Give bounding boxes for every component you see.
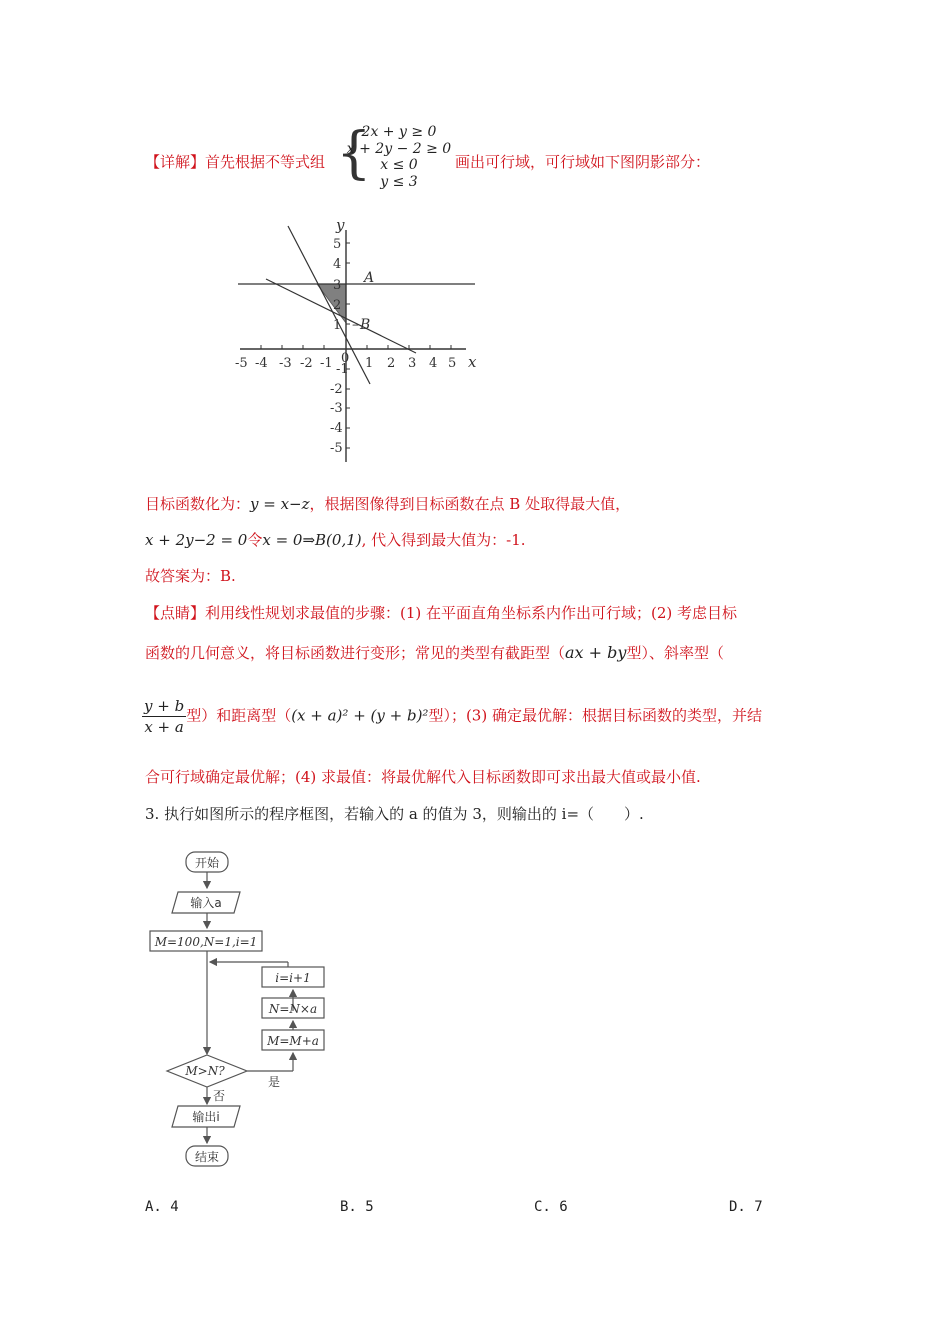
point-a-label: A <box>364 270 375 286</box>
frac-num: y + b <box>144 697 185 715</box>
tips-line2-a: 函数的几何意义，将目标函数进行变形；常见的类型有截距型（ <box>145 644 566 662</box>
tips-line4: 合可行域确定最优解；(4) 求最值：将最优解代入目标函数即可求出最大值或最小值. <box>145 768 701 786</box>
inequality-system <box>344 124 454 190</box>
objective-formula: y = x−z <box>250 495 310 513</box>
tips-line2-math: ax + by <box>565 643 627 662</box>
xtick-m3: -3 <box>279 356 292 371</box>
objective-prefix: 目标函数化为： <box>145 495 251 513</box>
xtick-2: 2 <box>387 356 396 371</box>
detail-line <box>145 152 325 172</box>
fc-input: 输入a <box>190 896 222 910</box>
axis-y-label: y <box>336 216 345 234</box>
inequality-3: x ≤ 0 <box>380 157 418 173</box>
xtick-m2: -2 <box>300 356 313 371</box>
tips-line1-text: 利用线性规划求最值的步骤：(1) 在平面直角坐标系内作出可行域；(2) 考虑目标 <box>205 604 738 622</box>
xtick-3: 3 <box>408 356 417 371</box>
ytick-1: 1 <box>333 318 342 333</box>
point-b-label-text: B <box>360 317 371 333</box>
program-flowchart <box>140 840 340 1170</box>
xtick-4: 4 <box>429 356 438 371</box>
feasible-region-graph <box>230 212 490 468</box>
ytick-m1: -1 <box>336 362 349 377</box>
tips-line2-b: 型）、斜率型（ <box>626 644 724 662</box>
objective-suffix: ，根据图像得到目标函数在点 B 处取得最大值， <box>309 495 631 513</box>
slope-fraction <box>142 696 186 737</box>
tips-line1 <box>145 603 737 623</box>
ytick-3: 3 <box>333 278 342 293</box>
inequality-2: x + 2y − 2 ≥ 0 <box>346 140 452 157</box>
fc-step-m: M=M+a <box>267 1034 319 1048</box>
objective-line2 <box>145 530 526 550</box>
tips-line3-b: 型）；(3) 确定最优解：根据目标函数的类型，并结 <box>428 706 762 725</box>
detail-tag: 【详解】 <box>145 153 206 171</box>
fc-no: 否 <box>213 1089 226 1103</box>
xtick-5: 5 <box>448 356 457 371</box>
tips-tag: 【点睛】 <box>145 604 206 622</box>
fc-step-i: i=i+1 <box>275 971 311 985</box>
ytick-m2: -2 <box>330 382 343 397</box>
option-b[interactable]: B. 5 <box>340 1199 374 1215</box>
fc-cond: M>N? <box>185 1064 225 1078</box>
ytick-m5: -5 <box>330 441 343 456</box>
system-brace: { <box>336 121 372 186</box>
ytick-m4: -4 <box>330 421 343 436</box>
ytick-4: 4 <box>333 257 342 272</box>
option-c[interactable]: C. 6 <box>534 1199 568 1215</box>
tips-line3-math: (x + a)² + (y + b)² <box>291 706 429 725</box>
detail-after: 画出可行域，可行域如下图阴影部分： <box>455 153 711 171</box>
fc-init: M=100,N=1,i=1 <box>154 935 258 949</box>
frac-den: x + a <box>144 718 184 736</box>
origin-label: 0 <box>341 351 350 366</box>
inequality-4: y ≤ 3 <box>380 173 418 190</box>
ytick-m3: -3 <box>330 401 343 416</box>
point-b-label: – <box>352 317 359 333</box>
fc-output: 输出i <box>192 1110 220 1124</box>
question-3: 3. 执行如图所示的程序框图，若输入的 a 的值为 3，则输出的 i=（ ）. <box>145 805 644 823</box>
answer-line: 故答案为：B. <box>145 567 236 585</box>
tips-line3 <box>142 696 762 737</box>
objective-line2-rest: , 代入得到最大值为：-1. <box>361 531 526 549</box>
fc-end: 结束 <box>194 1150 220 1164</box>
axis-x-label: x <box>468 353 477 371</box>
xtick-m1: -1 <box>320 356 333 371</box>
tips-line2 <box>145 643 724 663</box>
fc-start: 开始 <box>194 856 220 870</box>
objective-line2-math: x + 2y−2 = 0 <box>145 531 248 549</box>
option-a[interactable]: A. 4 <box>145 1199 179 1215</box>
ytick-5: 5 <box>333 237 342 252</box>
fc-yes: 是 <box>268 1075 281 1089</box>
xtick-m4: -4 <box>255 356 268 371</box>
xtick-1: 1 <box>365 356 374 371</box>
objective-line2-math2: x = 0⇒B(0,1) <box>262 531 362 549</box>
inequality-1: 2x + y ≥ 0 <box>361 124 437 140</box>
detail-intro: 首先根据不等式组 <box>205 153 326 171</box>
ytick-2: 2 <box>333 298 342 313</box>
option-d[interactable]: D. 7 <box>729 1199 763 1215</box>
fc-step-n: N=N×a <box>268 1002 318 1016</box>
objective-line2-ling: 令 <box>247 531 263 549</box>
xtick-m5: -5 <box>235 356 248 371</box>
objective-line <box>145 494 630 514</box>
tips-line3-a: 型）和距离型（ <box>186 706 292 725</box>
